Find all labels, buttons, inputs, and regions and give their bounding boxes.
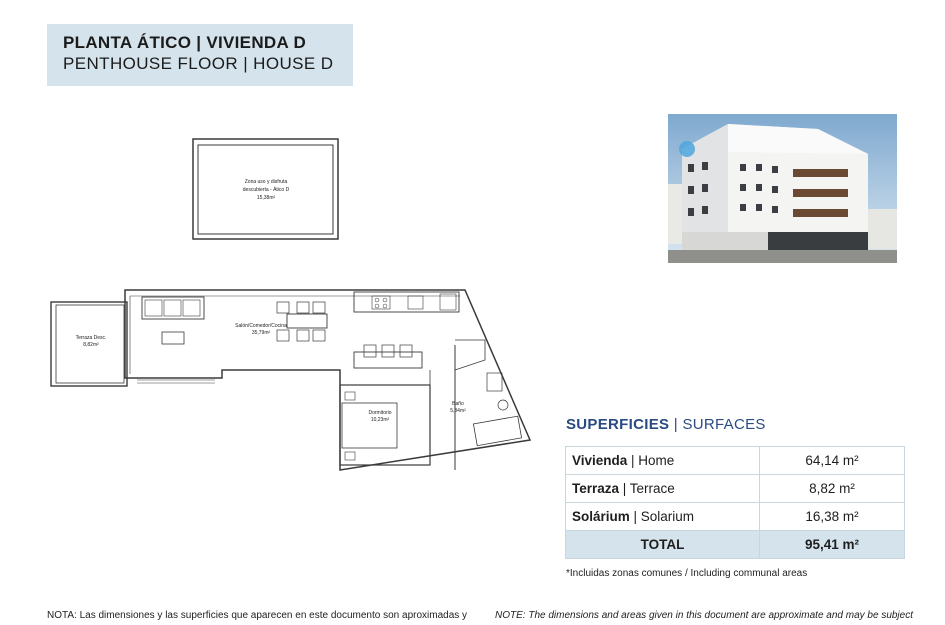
row-label: Solárium | Solarium: [566, 503, 760, 531]
label-es: Vivienda: [572, 453, 628, 468]
solarium-label-1: Zona uso y disfruta: [244, 179, 288, 185]
surfaces-title-es: SUPERFICIES: [566, 416, 670, 433]
total-value: 95,41 m²: [760, 531, 905, 559]
kitchen-counter: [354, 292, 459, 312]
note-spanish: NOTA: Las dimensiones y las superficies que aparecen en este documento son aproximadas y: [47, 610, 468, 621]
total-row: [566, 531, 905, 559]
bedroom-area: 10,23m²: [370, 417, 390, 423]
label-es: Solárium: [572, 509, 630, 524]
location-marker: [679, 141, 695, 157]
solarium-label-2: descubierta - Ático D: [242, 187, 290, 193]
row-value: 8,82 m²: [760, 475, 905, 503]
label-en: Solarium: [640, 509, 695, 524]
table-row: [566, 475, 905, 503]
label-es: Terraza: [572, 481, 620, 496]
building-photo: [668, 114, 897, 263]
row-value: 64,14 m²: [760, 447, 905, 475]
row-value: 16,38 m²: [760, 503, 905, 531]
row-label: Terraza | Terrace: [566, 475, 760, 503]
dining-table: [287, 314, 327, 328]
bathtub: [473, 416, 521, 445]
bath-area: 5,34m²: [450, 408, 466, 414]
bath-label: Baño: [452, 401, 464, 407]
solarium-area: 15,38m²: [256, 195, 276, 201]
label-en: Home: [638, 453, 675, 468]
table-row: [566, 447, 905, 475]
bedroom-walls: [340, 385, 430, 465]
living-area: 35,79m²: [251, 330, 271, 336]
coffee-table: [162, 332, 184, 344]
surfaces-table: [565, 446, 905, 559]
terrace-area: 8,82m²: [83, 342, 99, 348]
living-label: Salón/Comedor/Cocina: [235, 323, 287, 329]
surfaces-title-sep: |: [669, 416, 683, 433]
floor-plan: [0, 0, 545, 480]
terrace-label: Terraza Desc.: [75, 335, 107, 341]
label-en: Terrace: [629, 481, 675, 496]
surfaces-title-en: SURFACES: [682, 416, 766, 433]
note-english: NOTE: The dimensions and areas given in this document are approximate and may be subject: [495, 610, 913, 621]
title-english: PENTHOUSE FLOOR | HOUSE D: [63, 54, 334, 73]
bedroom-label: Dormitorio: [368, 410, 392, 416]
total-label: TOTAL: [566, 531, 760, 559]
table-row: [566, 503, 905, 531]
title-spanish: PLANTA ÁTICO | VIVIENDA D: [63, 33, 307, 52]
surfaces-title: [566, 416, 766, 433]
row-label: Vivienda | Home: [566, 447, 760, 475]
surfaces-footnote: *Incluidas zonas comunes / Including communal areas: [566, 568, 808, 579]
